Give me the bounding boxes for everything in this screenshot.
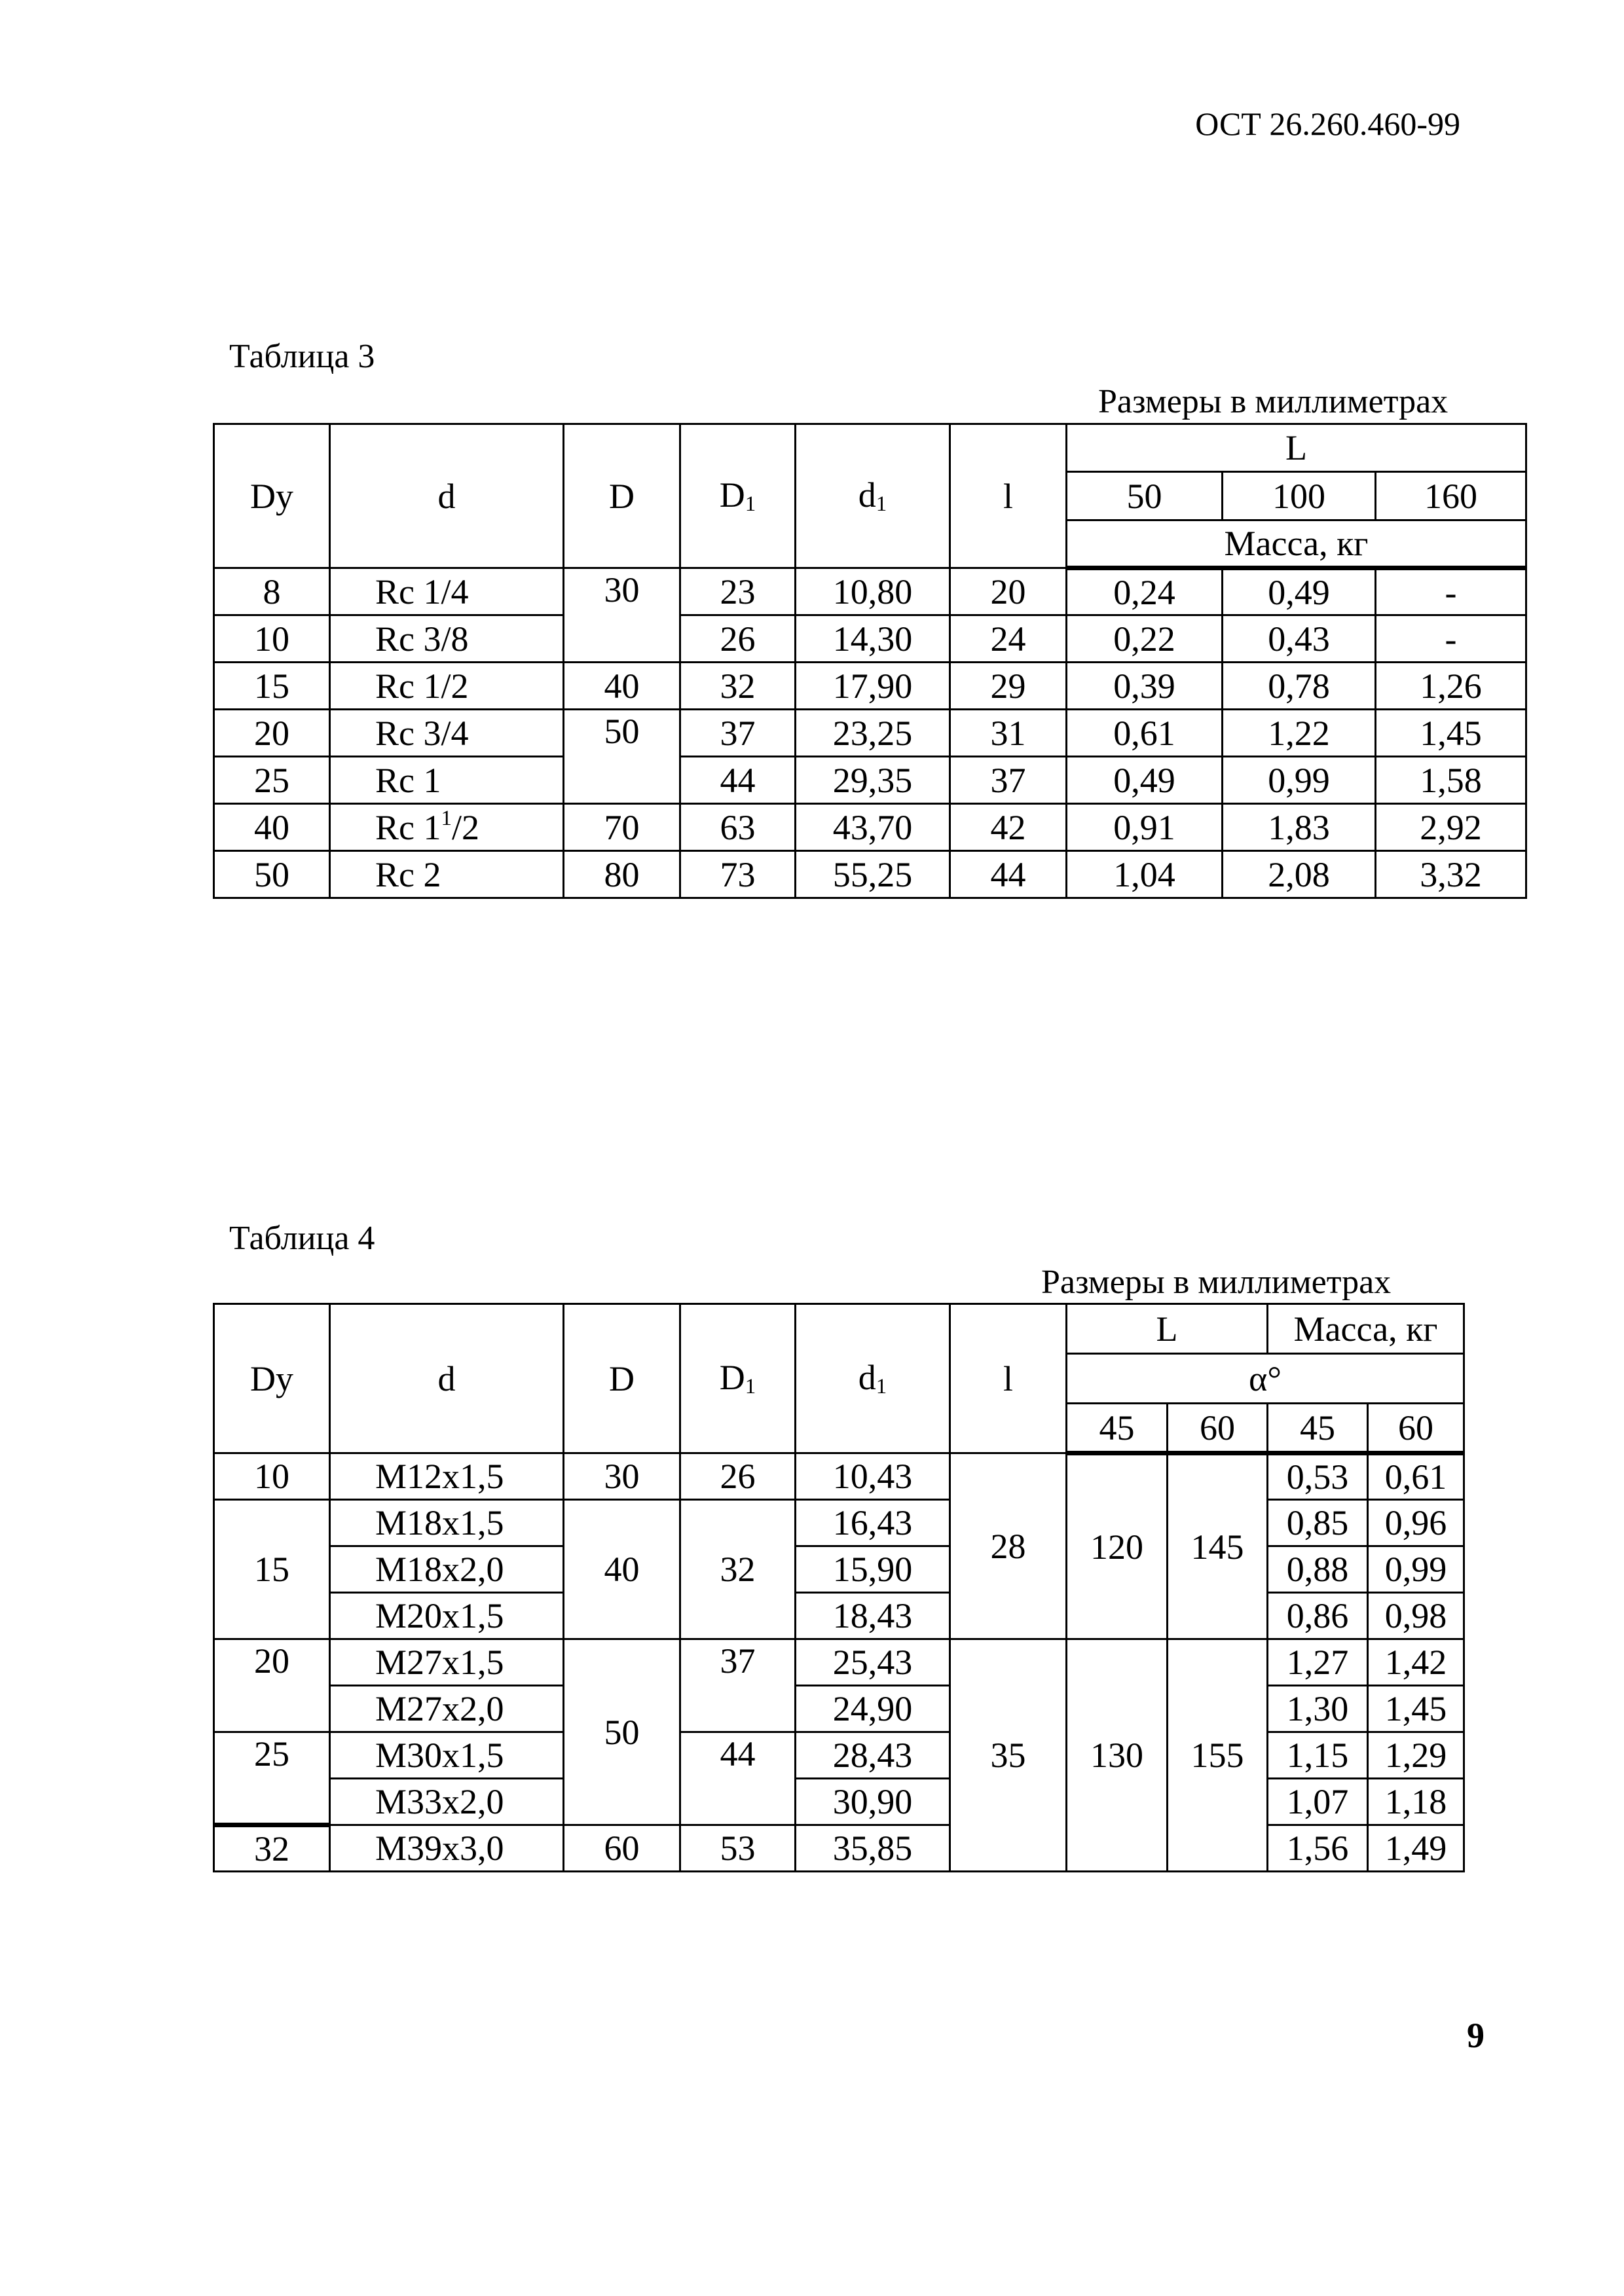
t3-cell-d1: 29,35: [796, 757, 950, 804]
table3: [213, 423, 1527, 899]
table-row: [214, 804, 1526, 851]
t3-header-l: l: [950, 424, 1067, 568]
t4-cell-d: M39x3,0: [330, 1825, 564, 1872]
t3-cell-m100: 1,22: [1223, 710, 1376, 757]
t3-cell-m160: -: [1376, 615, 1526, 663]
t4-cell-l: 28: [950, 1453, 1067, 1639]
t4-cell-m60: 1,18: [1368, 1779, 1464, 1825]
t4-cell-m60: 0,98: [1368, 1593, 1464, 1639]
document-code: ОСТ 26.260.460-99: [1195, 105, 1460, 142]
t4-header-alpha-60: 60: [1168, 1404, 1268, 1453]
t3-cell-D1: 23: [680, 568, 796, 615]
t4-cell-d1: 28,43: [796, 1732, 950, 1779]
t3-cell-d1: 23,25: [796, 710, 950, 757]
t4-cell-D1: 53: [680, 1825, 796, 1872]
table-row: [214, 615, 1526, 663]
t3-header-mass: Масса, кг: [1067, 520, 1526, 568]
t4-header-D1: $D_1$: [680, 1304, 796, 1453]
t3-header-L-100: 100: [1223, 472, 1376, 520]
t4-cell-m60: 0,96: [1368, 1500, 1464, 1546]
t4-cell-L60: 145: [1168, 1453, 1268, 1639]
t4-cell-d1: 16,43: [796, 1500, 950, 1546]
table3-caption: Таблица 3: [229, 338, 375, 375]
t4-cell-d: M18x2,0: [330, 1546, 564, 1593]
table-row: [214, 757, 1526, 804]
table-row: [214, 1500, 1464, 1546]
t3-cell-dy: 25: [214, 757, 330, 804]
t3-cell-m160: 1,58: [1376, 757, 1526, 804]
t3-cell-d: Rc 3/8: [330, 615, 564, 663]
t4-cell-L45: 120: [1067, 1453, 1168, 1639]
table3-units-note: Размеры в миллиметрах: [1098, 383, 1449, 420]
t3-cell-l: 29: [950, 663, 1067, 710]
table-row: [214, 710, 1526, 757]
t3-cell-dy: 50: [214, 851, 330, 898]
t4-cell-d: M12x1,5: [330, 1453, 564, 1500]
t4-cell-d1: 15,90: [796, 1546, 950, 1593]
t4-header-D: D: [564, 1304, 680, 1453]
t4-cell-d: M30x1,5: [330, 1732, 564, 1779]
table4: [213, 1303, 1465, 1872]
t4-header-d: d: [330, 1304, 564, 1453]
t3-cell-d1: 43,70: [796, 804, 950, 851]
t4-header-d1: $d_1$: [796, 1304, 950, 1453]
t4-cell-D: 50: [564, 1639, 680, 1825]
t4-cell-d: M20x1,5: [330, 1593, 564, 1639]
t3-cell-m100: 0,49: [1223, 568, 1376, 615]
t4-cell-D1: 32: [680, 1500, 796, 1639]
t4-cell-m60: 1,42: [1368, 1639, 1464, 1686]
t3-cell-m100: 0,99: [1223, 757, 1376, 804]
t3-cell-m50: 1,04: [1067, 851, 1223, 898]
t3-header-L-50: 50: [1067, 472, 1223, 520]
t3-cell-d1: 14,30: [796, 615, 950, 663]
t3-cell-l: 37: [950, 757, 1067, 804]
t3-cell-d1: 55,25: [796, 851, 950, 898]
t3-cell-m100: 0,78: [1223, 663, 1376, 710]
t4-header-alpha-45: 45: [1067, 1404, 1168, 1453]
t4-cell-m45: 0,86: [1268, 1593, 1368, 1639]
t3-cell-D1: 63: [680, 804, 796, 851]
t4-header-alpha-60: 60: [1368, 1404, 1464, 1453]
t3-cell-D1: 37: [680, 710, 796, 757]
t4-cell-D1: 44: [680, 1732, 796, 1825]
t3-cell-D1: 26: [680, 615, 796, 663]
t3-cell-l: 42: [950, 804, 1067, 851]
t3-cell-D: 40: [564, 663, 680, 710]
t3-cell-m160: -: [1376, 568, 1526, 615]
table-row: [214, 851, 1526, 898]
t3-cell-d1: 10,80: [796, 568, 950, 615]
table4-caption: Таблица 4: [229, 1220, 375, 1257]
t3-cell-d: Rc $1^1/2$: [330, 804, 564, 851]
t3-cell-m100: 1,83: [1223, 804, 1376, 851]
t3-cell-d: Rc 1: [330, 757, 564, 804]
t3-cell-m50: 0,24: [1067, 568, 1223, 615]
table-row: [214, 568, 1526, 615]
t3-cell-m100: 0,43: [1223, 615, 1376, 663]
t4-cell-dy: 25: [214, 1732, 330, 1825]
t4-cell-d1: 10,43: [796, 1453, 950, 1500]
t4-cell-d1: 35,85: [796, 1825, 950, 1872]
table-row: [214, 1686, 1464, 1732]
table-row: [214, 1639, 1464, 1686]
t3-cell-m100: 2,08: [1223, 851, 1376, 898]
t3-cell-d: Rc 1/4: [330, 568, 564, 615]
page-number: 9: [1467, 2016, 1485, 2055]
t4-cell-d: M33x2,0: [330, 1779, 564, 1825]
t4-cell-dy: 20: [214, 1639, 330, 1732]
t3-cell-D1: 44: [680, 757, 796, 804]
table-row: [214, 1546, 1464, 1593]
t4-header-alpha-45: 45: [1268, 1404, 1368, 1453]
t4-cell-d: M27x1,5: [330, 1639, 564, 1686]
t4-cell-d1: 18,43: [796, 1593, 950, 1639]
t3-cell-dy: 40: [214, 804, 330, 851]
t4-cell-m45: 1,56: [1268, 1825, 1368, 1872]
t3-cell-d: Rc 1/2: [330, 663, 564, 710]
t4-cell-m45: 1,30: [1268, 1686, 1368, 1732]
t3-header-dy: Dy: [214, 424, 330, 568]
t4-cell-L45: 130: [1067, 1639, 1168, 1872]
t3-cell-D: 80: [564, 851, 680, 898]
t4-cell-m45: 0,88: [1268, 1546, 1368, 1593]
t4-cell-d1: 25,43: [796, 1639, 950, 1686]
t4-cell-m45: 0,85: [1268, 1500, 1368, 1546]
t3-cell-l: 44: [950, 851, 1067, 898]
t4-header-dy: Dy: [214, 1304, 330, 1453]
t4-cell-d: M18x1,5: [330, 1500, 564, 1546]
t3-cell-m160: 2,92: [1376, 804, 1526, 851]
t3-cell-m160: 1,45: [1376, 710, 1526, 757]
t3-cell-l: 24: [950, 615, 1067, 663]
t4-cell-m45: 1,15: [1268, 1732, 1368, 1779]
t3-header-D1: $D_1$: [680, 424, 796, 568]
t4-cell-m60: 1,45: [1368, 1686, 1464, 1732]
t4-cell-m60: 1,29: [1368, 1732, 1464, 1779]
t4-cell-dy: 32: [214, 1825, 330, 1872]
t4-header-L: L: [1067, 1304, 1268, 1354]
t3-header-L: L: [1067, 424, 1526, 472]
t3-cell-m160: 3,32: [1376, 851, 1526, 898]
t3-cell-d: Rc 3/4: [330, 710, 564, 757]
table-row: [214, 1453, 1464, 1500]
t3-header-d1: $d_1$: [796, 424, 950, 568]
t3-cell-dy: 8: [214, 568, 330, 615]
t3-cell-m50: 0,91: [1067, 804, 1223, 851]
table-row: [214, 1732, 1464, 1779]
t4-cell-d1: 30,90: [796, 1779, 950, 1825]
t3-cell-m160: 1,26: [1376, 663, 1526, 710]
t4-cell-dy: 15: [214, 1500, 330, 1639]
t4-header-mass: Масса, кг: [1268, 1304, 1464, 1354]
table-row: [214, 1593, 1464, 1639]
t3-cell-D: 50: [564, 710, 680, 804]
t4-cell-m60: 0,61: [1368, 1453, 1464, 1500]
t3-cell-D: 70: [564, 804, 680, 851]
table-row: [214, 663, 1526, 710]
t3-cell-m50: 0,22: [1067, 615, 1223, 663]
t4-cell-D: 30: [564, 1453, 680, 1500]
t3-cell-d: Rc 2: [330, 851, 564, 898]
table-row: [214, 1825, 1464, 1872]
t3-cell-D: 30: [564, 568, 680, 663]
t4-cell-m45: 1,27: [1268, 1639, 1368, 1686]
t4-header-alpha: α°: [1067, 1354, 1464, 1404]
t4-cell-m45: 1,07: [1268, 1779, 1368, 1825]
t3-cell-dy: 10: [214, 615, 330, 663]
t3-cell-m50: 0,61: [1067, 710, 1223, 757]
t4-cell-D1: 26: [680, 1453, 796, 1500]
t3-cell-dy: 15: [214, 663, 330, 710]
t4-cell-L60: 155: [1168, 1639, 1268, 1872]
t3-cell-dy: 20: [214, 710, 330, 757]
t3-header-d: d: [330, 424, 564, 568]
t3-cell-m50: 0,39: [1067, 663, 1223, 710]
t3-header-D: D: [564, 424, 680, 568]
t3-cell-D1: 73: [680, 851, 796, 898]
t4-cell-dy: 10: [214, 1453, 330, 1500]
t4-cell-D1: 37: [680, 1639, 796, 1732]
t4-cell-l: 35: [950, 1639, 1067, 1872]
t4-cell-m60: 0,99: [1368, 1546, 1464, 1593]
t4-header-l: l: [950, 1304, 1067, 1453]
t3-cell-D1: 32: [680, 663, 796, 710]
t3-header-L-160: 160: [1376, 472, 1526, 520]
t3-cell-d1: 17,90: [796, 663, 950, 710]
t3-cell-l: 31: [950, 710, 1067, 757]
t4-cell-d1: 24,90: [796, 1686, 950, 1732]
t4-cell-m60: 1,49: [1368, 1825, 1464, 1872]
table4-units-note: Размеры в миллиметрах: [1041, 1264, 1392, 1301]
t4-cell-D: 60: [564, 1825, 680, 1872]
t4-cell-D: 40: [564, 1500, 680, 1639]
table-row: [214, 1779, 1464, 1825]
t3-cell-m50: 0,49: [1067, 757, 1223, 804]
t4-cell-d: M27x2,0: [330, 1686, 564, 1732]
t3-cell-l: 20: [950, 568, 1067, 615]
t4-cell-m45: 0,53: [1268, 1453, 1368, 1500]
